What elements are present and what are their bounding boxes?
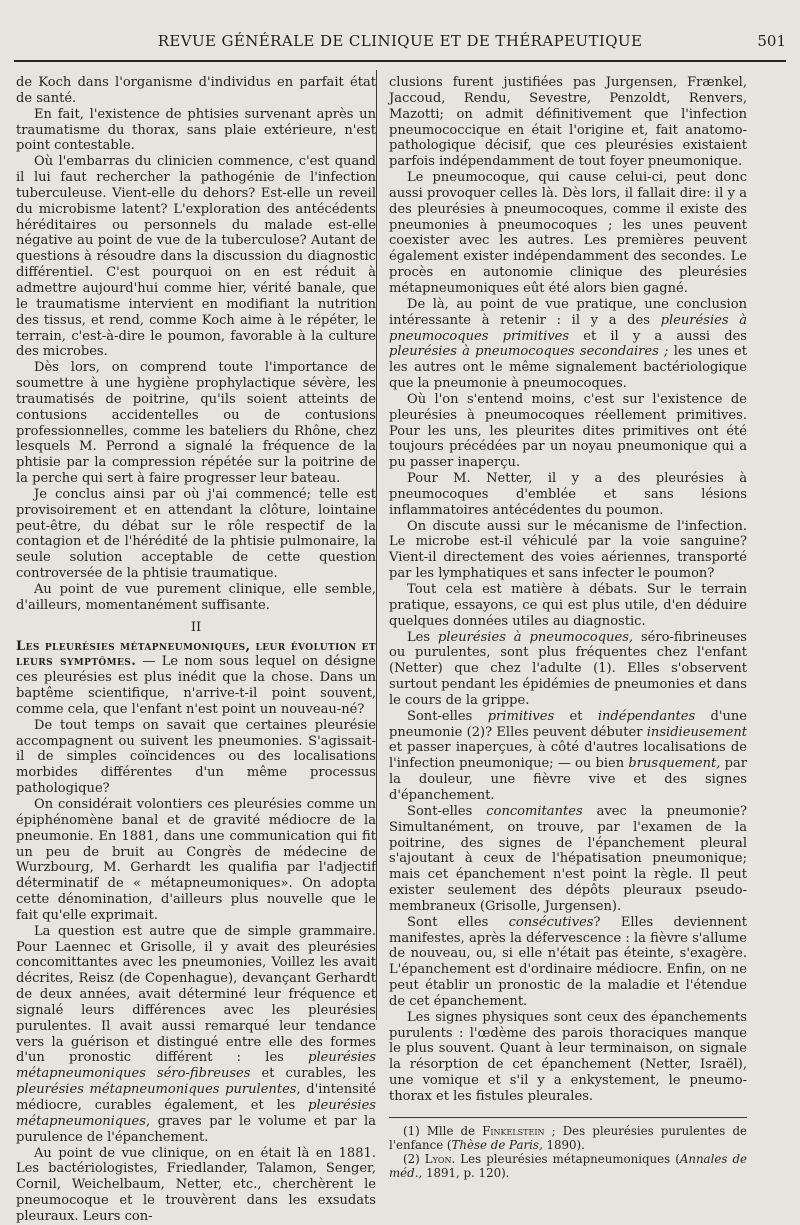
paragraph: Où l'on s'entend moins, c'est sur l'existence de pleurésies à pneumocoques réellement primitives. Pour les uns, les pleurites dites primitives ont été toujours précédées par un noyau pneumonique qui a pu passer inaperçu.: [389, 391, 747, 471]
paragraph: Où l'embarras du clinicien commence, c'est quand il lui faut rechercher la pathogénie de l'infection tuberculeuse. Vient-elle du dehors? Est-elle un reveil du microbisme latent? L'exploration des antécédents héréditaires ou personnels du malade est-elle négative au point de vue de la tuberculose? Autant de questions à résoudre dans la discussion du diagnostic différentiel. C'est pourquoi on en est réduit à admettre aujourd'hui comme hier, vérité banale, que le traumatisme intervient en modifiant la nutrition des tissus, et rend, comme Koch aime à le répéter, le terrain, c'est-à-dire le poumon, favorable à la culture des microbes.: [16, 154, 376, 360]
footnote-rule: [389, 1117, 747, 1118]
text-run: Les: [407, 629, 438, 645]
text-run: , d'intensité médiocre, curables également, et les: [16, 1082, 376, 1113]
paragraph: [16, 639, 376, 718]
text-run: (2): [403, 1152, 425, 1167]
paragraph: [389, 709, 747, 804]
emphasis: pleurésies à pneumocoques primitives: [389, 312, 747, 344]
paragraph: [389, 804, 747, 915]
column-divider: [376, 70, 377, 1020]
text-run: La question est autre que de simple grammaire. Pour Laennec et Grisolle, il y avait des pleurésies concomittantes avec les pneumonies, Voillez les avait décrites, Reisz (de Copenhague), devançant Gerhardt de deux années, avait déterminé leur fréquence et signalé leurs différences avec les pleurésies purulentes. Il avait aussi remarqué leur tendance vers la guérison et distingué entre elle des formes d'un pronostic différent : les: [16, 923, 376, 1066]
text-run: . Les pleurésies métapneumoniques (: [451, 1152, 680, 1167]
text-run: 1890).: [542, 1138, 585, 1153]
paragraph: Dès lors, on comprend toute l'importance de soumettre à une hygiène prophylactique sévère, les traumatisés de poitrine, qu'ils soient atteints de contusions accidentelles ou de contusions professionnelles, comme les bateliers du Rhône, chez lesquels M. Perrond a signalé la fréquence de la phtisie par la compression répétée sur la poitrine de la perche qui sert à faire progresser leur bateau.: [16, 360, 376, 487]
paragraph: De tout temps on savait que certaines pleurésie accompagnent ou suivent les pneumonies. S'agissait-il de simples coïncidences ou des localisations morbides différentes d'un même processus pathologique?: [16, 717, 376, 797]
footnote-author: Finkelstein: [482, 1123, 545, 1138]
text-run: ? Elles deviennent manifestes, après la défervescence : la fièvre s'allume de nouveau, ou, si elle n'était pas éteinte, s'exagère. L'épanchement est d'ordinaire médiocre. Enfin, on ne peut établir un pronostic de la maladie et l'étendue de cet épanchement.: [389, 914, 747, 1009]
text-run: De là, au point de vue pratique, une conclusion intéressante à retenir : il y a des: [389, 296, 747, 328]
emphasis: pleurésies métapneumoniques purulentes: [16, 1082, 297, 1098]
emphasis: insidieusement: [646, 724, 747, 740]
emphasis: Annales de méd.,: [389, 1152, 747, 1181]
page-header: [14, 28, 786, 54]
text-run: les unes et les autres ont le même signalement bactériologique que la pneumonie à pneumocoques.: [389, 344, 748, 392]
paragraph: [16, 924, 376, 1146]
emphasis: indépendantes: [597, 708, 696, 724]
text-run: et: [554, 708, 598, 724]
text-run: avec la pneumonie? Simultanément, on trouve, par l'examen de la poitrine, des signes de l'épanchement pleural s'ajoutant à ceux de l'hépatisation pneumonique; mais cet épanchement n'est point la règle. Il peut exister seulement des dépôts pleuraux pseudo-membraneux (Grisolle, Jurgensen).: [389, 803, 747, 914]
paragraph: [389, 915, 747, 1010]
paragraph: En fait, l'existence de phtisies survenant après un traumatisme du thorax, sans plaie extérieure, n'est point contestable.: [16, 106, 376, 154]
emphasis: brusquement,: [628, 756, 721, 772]
emphasis: pleurésies à pneumocoques,: [438, 629, 634, 645]
paragraph: [389, 297, 747, 392]
paragraph: On considérait volontiers ces pleurésies comme un épiphénomène banal et de gravité médiocre de la pneumonie. En 1881, dans une communication qui fit un peu de bruit au Congrès de médecine de Wurzbourg, M. Gerhardt les qualifia par l'adjectif déterminatif de « métapneumoniques». On adopta cette dénomination, d'ailleurs plus nouvelle que le fait qu'elle exprimait.: [16, 796, 376, 923]
page-number: 501: [757, 32, 786, 50]
paragraph: Les signes physiques sont ceux des épanchements purulents : l'œdème des parois thoraciques manque le plus souvent. Quant à leur terminaison, on signale la résorption de cet épanchement (Netter, Israël), une vomique et s'il y a enkystement, le pneumo-thorax et les fistules pleurales.: [389, 1009, 747, 1104]
emphasis: pleurésies à pneumocoques secondaires ;: [389, 344, 669, 360]
paragraph: clusions furent justifiées pas Jurgensen, Frænkel, Jaccoud, Rendu, Sevestre, Penzoldt, Renvers, Mazotti; on admit définitivement que l'infection pneumococcique en était l'origine et, fait anatomo-pathologique décisif, que ces pleurésies existaient parfois indépendamment de tout foyer pneumonique.: [389, 75, 747, 170]
text-run: ; Des pleurésies purulentes de l'enfance (: [389, 1123, 747, 1153]
text-run: et il y a aussi des: [569, 328, 748, 344]
paragraph: Au point de vue purement clinique, elle semble, d'ailleurs, momentanément suffisante.: [16, 582, 376, 613]
emphasis: concomitantes: [486, 803, 583, 819]
text-run: (1) Mlle de: [403, 1123, 483, 1138]
paragraph: de Koch dans l'organisme d'individus en parfait état de santé.: [16, 75, 376, 106]
text-run: Sont-elles: [407, 708, 488, 724]
right-column: [389, 75, 747, 1181]
text-run: et curables, les: [250, 1066, 376, 1082]
section-heading: Les pleurésies métapneumoniques, leur évolution et leurs symptômes.: [16, 638, 376, 670]
footnote-author: Lyon: [424, 1152, 452, 1167]
section-number: II: [190, 619, 202, 635]
emphasis: pleurésies métapneumoniques: [16, 1098, 376, 1129]
text-run: par la douleur, une fièvre vive et des signes d'épanchement.: [389, 756, 748, 803]
footnote: [389, 1124, 747, 1152]
paragraph: Pour M. Netter, il y a des pleurésies à pneumocoques d'emblée et sans lésions inflammatoires antécédentes du poumon.: [389, 471, 747, 518]
text-run: Sont-elles: [407, 803, 487, 819]
text-run: , graves par le volume et par la purulence de l'épanchement.: [16, 1113, 376, 1145]
header-rule: [14, 60, 786, 62]
paragraph: On discute aussi sur le mécanisme de l'infection. Le microbe est-il véhiculé par la voie sanguine? Vient-il directement des voies aériennes, transporté par les lymphatiques et sans infecter le poumon?: [389, 518, 747, 582]
text-run: d'une pneumonie (2)? Elles peuvent débuter: [389, 708, 747, 740]
footnote: [389, 1152, 747, 1180]
emphasis: Thèse de Paris,: [451, 1138, 543, 1153]
text-run: et passer inaperçues, à côté d'autres localisations de l'infection pneumonique; — ou bien: [389, 740, 747, 772]
paragraph: Le pneumocoque, qui cause celui-ci, peut donc aussi provoquer celles là. Dès lors, il fallait dire: il y a des pleurésies à pneumocoques, comme il existe des pneumonies à pneumocoques ; les unes peuvent coexister avec les autres. Les premières peuvent également exister indépendamment des secondes. Le procès en autonomie clinique des pleurésies métapneumoniques eût été alors bien gagné.: [389, 170, 747, 296]
text-run: 1891, p. 120).: [422, 1166, 510, 1181]
emphasis: primitives: [487, 708, 555, 724]
paragraph: [389, 630, 747, 709]
emphasis: consécutives: [508, 914, 594, 930]
left-column: [16, 75, 376, 1225]
paragraph: Au point de vue clinique, on en était là en 1881. Les bactériologistes, Friedlander, Talamon, Senger, Cornil, Weichelbaum, Netter, etc., cherchèrent le pneumocoque et le trouvèrent dans les exsudats pleuraux. Leurs con-: [16, 1145, 376, 1224]
paragraph: Tout cela est matière à débats. Sur le terrain pratique, essayons, ce qui est plus utile, d'en déduire quelques données utiles au diagnostic.: [389, 582, 747, 629]
text-run: Sont elles: [407, 914, 509, 930]
emphasis: pleurésies métapneumoniques séro-fibreuses: [16, 1050, 376, 1082]
text-run: — Le nom sous lequel on désigne ces pleurésies est plus inédit que la chose. Dans un baptême scientifique, n'arrive-t-il point souvent, comme cela, que l'enfant n'est point un nouveau-né?: [16, 654, 376, 717]
running-title: REVUE GÉNÉRALE DE CLINIQUE ET DE THÉRAPEUTIQUE: [157, 32, 643, 50]
paragraph: Je conclus ainsi par où j'ai commencé; telle est provisoirement et en attendant la clôture, lointaine peut-être, du débat sur le rôle respectif de la contagion et de l'hérédité de la phtisie pulmonaire, la seule solution acceptable de cette question controversée de la phtisie traumatique.: [16, 486, 376, 582]
text-run: séro-fibrineuses ou purulentes, sont plus fréquentes chez l'enfant (Netter) que chez l'adulte (1). Elles s'observent surtout pendant les épidémies de pneumonies et dans le cours de la grippe.: [389, 629, 748, 708]
